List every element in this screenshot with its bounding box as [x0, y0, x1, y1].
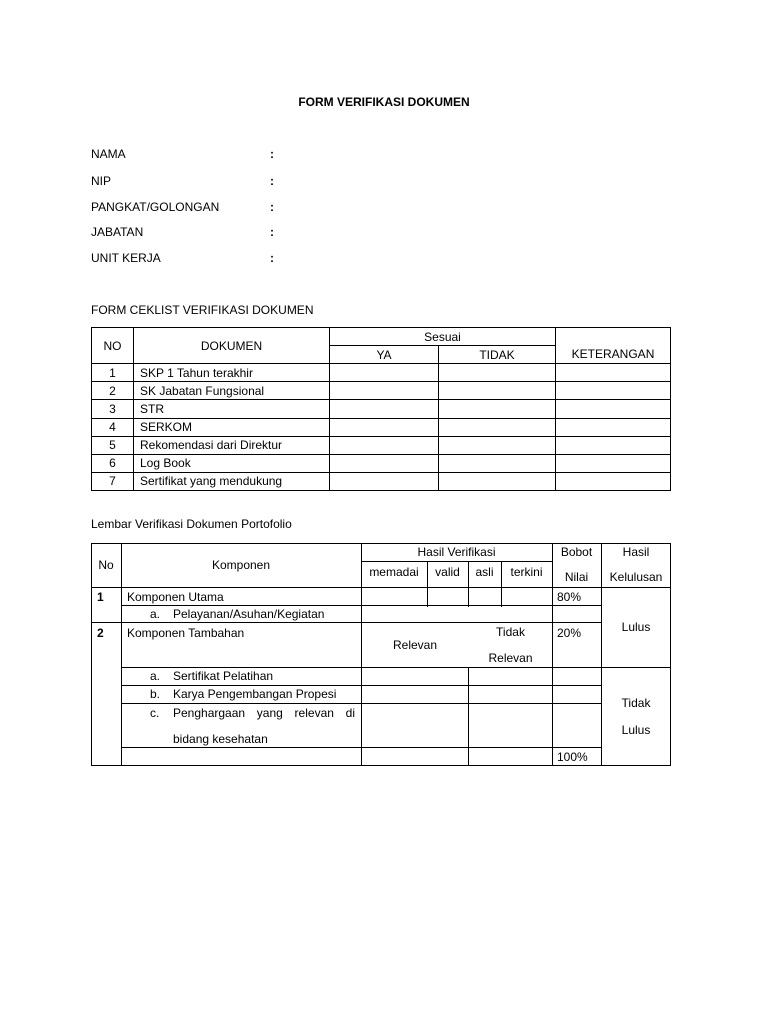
portfolio-tidak-lulus-1: Tidak: [621, 696, 651, 710]
portfolio-sub-a-prefix: a.: [150, 669, 161, 683]
row-dokumen: Sertifikat yang mendukung: [134, 472, 330, 490]
checklist-header-sesuai: Sesuai: [330, 328, 556, 346]
portfolio-header-bobot: Bobot: [560, 545, 593, 559]
portfolio-row1-bobot: 80%: [557, 590, 582, 604]
row-no: 7: [92, 472, 134, 490]
portfolio-sub-b-prefix: b.: [150, 687, 161, 701]
portfolio-header-terkini: terkini: [510, 565, 543, 579]
portfolio-row2-relevan: Relevan: [392, 638, 438, 652]
row-no: 6: [92, 454, 134, 472]
portfolio-header-asli: asli: [475, 565, 494, 579]
portfolio-header-kelulusan: Kelulusan: [609, 570, 663, 584]
page-title: FORM VERIFIKASI DOKUMEN: [298, 95, 470, 109]
checklist-header-keterangan: KETERANGAN: [556, 328, 671, 364]
table-row: [92, 436, 671, 454]
field-label-jabatan: JABATAN: [91, 225, 144, 239]
field-label-nip: NIP: [91, 174, 112, 188]
field-colon: :: [270, 174, 274, 188]
row-tidak-cell[interactable]: [439, 418, 556, 436]
portfolio-row2-label: Komponen Tambahan: [127, 626, 245, 640]
field-label-nama: NAMA: [91, 147, 126, 161]
portfolio-header-no-text: No: [98, 558, 114, 572]
portfolio-row1-label: Komponen Utama: [127, 590, 224, 604]
portfolio-sub-c-label: Penghargaan yang relevan di: [173, 706, 355, 720]
portfolio-header-hasil-verifikasi: Hasil Verifikasi: [417, 545, 496, 559]
row-no: 4: [92, 418, 134, 436]
table-row: [92, 364, 671, 382]
row-tidak-cell[interactable]: [439, 364, 556, 382]
portfolio-table: [91, 543, 671, 767]
field-colon: :: [270, 200, 274, 214]
row-dokumen: SK Jabatan Fungsional: [134, 382, 330, 400]
portfolio-row2-bobot: 20%: [557, 626, 582, 640]
portfolio-header-memadai: memadai: [369, 565, 419, 579]
row-no: 2: [92, 382, 134, 400]
row-ya-cell[interactable]: [330, 436, 439, 454]
checklist-header-dokumen: DOKUMEN: [134, 328, 330, 364]
field-colon: :: [270, 225, 274, 239]
row-tidak-cell[interactable]: [439, 454, 556, 472]
field-label-unit-kerja: UNIT KERJA: [91, 251, 161, 265]
row-dokumen: Rekomendasi dari Direktur: [134, 436, 330, 454]
row-keterangan-cell[interactable]: [556, 364, 671, 382]
row-dokumen: SKP 1 Tahun terakhir: [134, 364, 330, 382]
field-label-pangkat: PANGKAT/GOLONGAN: [91, 200, 220, 214]
row-keterangan-cell[interactable]: [556, 400, 671, 418]
row-keterangan-cell[interactable]: [556, 418, 671, 436]
portfolio-sub-c-prefix: c.: [150, 706, 160, 720]
row-ya-cell[interactable]: [330, 382, 439, 400]
portfolio-row1-no: 1: [97, 590, 104, 604]
portfolio-sub-a-label: Sertifikat Pelatihan: [173, 669, 274, 683]
field-colon: :: [270, 147, 274, 161]
table-row: [92, 454, 671, 472]
table-row: [92, 382, 671, 400]
row-keterangan-cell[interactable]: [556, 436, 671, 454]
row-tidak-cell[interactable]: [439, 382, 556, 400]
row-no: 1: [92, 364, 134, 382]
row-ya-cell[interactable]: [330, 418, 439, 436]
portfolio-header-valid: valid: [435, 565, 460, 579]
portfolio-header-hasil: Hasil: [622, 545, 650, 559]
checklist-title: FORM CEKLIST VERIFIKASI DOKUMEN: [91, 303, 314, 317]
row-dokumen: STR: [134, 400, 330, 418]
row-keterangan-cell[interactable]: [556, 454, 671, 472]
portfolio-row1-sub-label: Pelayanan/Asuhan/Kegiatan: [173, 607, 325, 621]
checklist-header-tidak: TIDAK: [439, 346, 556, 364]
table-row: [92, 472, 671, 490]
row-tidak-cell[interactable]: [439, 400, 556, 418]
portfolio-row2-relevan2: Relevan: [488, 651, 533, 665]
table-row: [92, 400, 671, 418]
portfolio-sub-b-label: Karya Pengembangan Propesi: [173, 687, 337, 701]
table-row: [92, 418, 671, 436]
portfolio-header-komponen: Komponen: [211, 558, 271, 572]
portfolio-title: Lembar Verifikasi Dokumen Portofolio: [91, 517, 292, 531]
row-no: 3: [92, 400, 134, 418]
row-ya-cell[interactable]: [330, 454, 439, 472]
checklist-table: [91, 327, 670, 491]
portfolio-tidak-lulus-2: Lulus: [621, 723, 651, 737]
portfolio-header-nilai: Nilai: [564, 570, 589, 584]
row-tidak-cell[interactable]: [439, 436, 556, 454]
field-colon: :: [270, 251, 274, 265]
row-dokumen: SERKOM: [134, 418, 330, 436]
portfolio-row2-tidak: Tidak: [496, 625, 525, 639]
row-ya-cell[interactable]: [330, 472, 439, 490]
portfolio-sub-c-label2: bidang kesehatan: [173, 732, 268, 746]
portfolio-row1-sub-prefix: a.: [150, 607, 161, 621]
portfolio-lulus: Lulus: [621, 620, 651, 634]
checklist-header-no: NO: [92, 328, 134, 364]
checklist-header-ya: YA: [330, 346, 439, 364]
row-keterangan-cell[interactable]: [556, 472, 671, 490]
row-dokumen: Log Book: [134, 454, 330, 472]
row-ya-cell[interactable]: [330, 364, 439, 382]
portfolio-row2-no: 2: [97, 626, 104, 640]
row-tidak-cell[interactable]: [439, 472, 556, 490]
portfolio-total: 100%: [557, 750, 588, 764]
row-keterangan-cell[interactable]: [556, 382, 671, 400]
row-ya-cell[interactable]: [330, 400, 439, 418]
row-no: 5: [92, 436, 134, 454]
portfolio-header-no: [91, 558, 121, 572]
